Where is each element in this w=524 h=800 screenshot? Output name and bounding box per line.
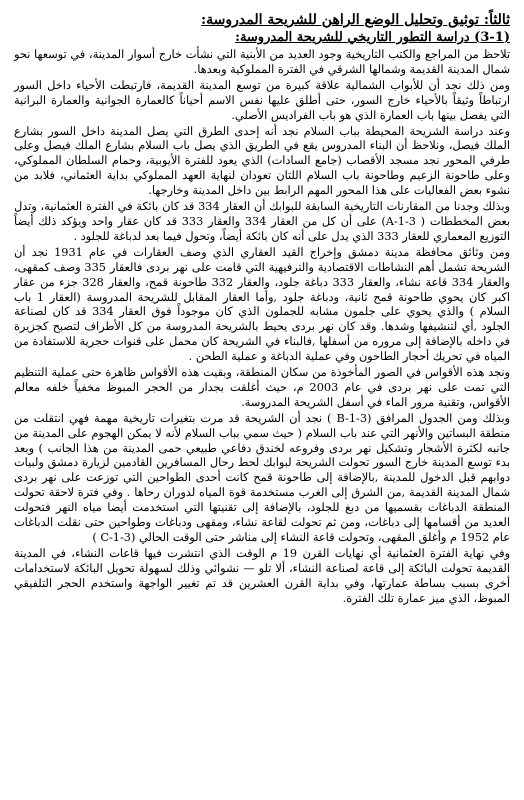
- section-heading: ثالثاً: توثيق وتحليل الوضع الراهن للشريحة المدروسة:: [200, 12, 510, 28]
- paragraph-3: وعند دراسة الشريحة المحيطة بباب السلام نجد أنه إحدى الطرق التي يصل المدينة داخل السور بشارع الملك فيصل، ونلاحظ أن البناء المدروس يقع في الطريق الذي يصل باب السلام بشارع الملك فيصل وعلى طرفي المحور نجد مسجد الأقصاب (جامع السادات) الذي يعود للفترة الأيوبية، وحمام السلطان المملوكي، وعلى طاحونة الزعيم وطاحونة باب السلام اللتان تعودان لنهاية العهد المملوكي بداية العثماني، فلابد من نشوء بعض الفعاليات على هذا المحور المهم الرابط بين داخل المدينة وخارجها.: [14, 124, 510, 198]
- paragraph-7: وبذلك ومن الجدول المرافق (B-1-3 ) نجد أن الشريحة قد مرت بتغيرات تاريخية مهمة فهي انتقلت من منطقة البساتين والأنهر التي عند باب السلام ( حيث سمي بباب السلام لأنه لا يمكن الهجوم على المدينة من جانبه لكثرة الأشجار وتشكيل نهر بردى وفروعه لخندق دفاعي طبيعي حمى المدينة من هذا الجانب ) وبعد بدء توسع المدينة خارج السور تحولت الشريحة لبوابك لحط رحال المسافرين القادمين لزيارة دمشق ولبيات دوابهم قبل الدخول للمدينة ,بالإضافة إلى طاحونة قمح كانت أحدى الطواحين التي توزعت على نهر بردى شمال المدينة القديمة ,من الشرق إلى الغرب مستخدمة قوة المياه لدوران رحاها . وفي فترة لاحقة تحولت المنطقة الدباغات بقسميها من دبغ للجلود، بالإضافة إلى تقنيتها التي استخدمت أيضا مياه النهر فتحولت العديد من أقسامها إلى دباغات، ومن ثم تحولت لقاعة نشاء، ومقهى ودباغات وطواحين حتى نقلت الدباغات عام 1952 م وأغلق المقهى، وتحولت قاعة النشاء إلى مناشر حتى الوقت الحالي (C-1-3 ): [14, 411, 511, 544]
- paragraph-1: تلاحظ من المراجع والكتب التاريخية وجود العديد من الأبنية التي نشأت خارج أسوار المدينة، في توسعها نحو شمال المدينة القديمة وشمالها الشرقي في الفترة المملوكية وبعدها.: [14, 48, 510, 76]
- paragraph-5: ومن وثائق محافظة مدينة دمشق وإخراج القيد العقاري الذي وصف العقارات في عام 1931 نجد أن الشريحة تشمل أهم النشاطات الاقتصادية والترفيهية التي قامت على نهر بردى فالعقار 335 وصف كمقهى، والعقار 334 قاعة نشاء، والعقار 333 دباغة جلود، والعقار 332 طاحونة قمح، والعقار 328 جزء من عقار اكبر كان يحوي طاحونة قمح ثانية، ودباغة جلود ,وأما العقار المقابل للشريحة المدروسة (العقار 1 باب السلام ) والذي يحوي على جلمون مشابه للجملون الذي كان موجوداً فوق العقار 334 قد كان لصناعة الجلود ,أي لتنشيفها وشدها. وقد كان نهر بردى يحيط بالشريحة المدروسة من كل الأطراف لتصبح كجزيرة في داخله بالإضافة إلى مروره من أسفلها ,فالبناء في الشريحة كان محمل على قنوات حجرية للاستفادة من المياه في تحريك أحجار الطاحون وفي عملية الدباغة و عملية الطحن .: [14, 245, 510, 364]
- paragraph-2: ومن ذلك نجد أن للأبواب الشمالية علاقة كبيرة من توسع المدينة القديمة، فارتبطت الأحياء داخل السور ارتباطاً وثيقاً بالأحياء خارج السور، حتى أطلق عليها نفس الاسم أحياناً كالعمارة الجوانية والعمارة البرانية التي يفصل بينها باب العمارة الذي هو باب الفراديس الأصلي.: [14, 78, 510, 122]
- paragraph-6: ونجد هذه الأقواس في الصور المأخوذة من سكان المنطقة، وبقيت هذه الأقواس ظاهرة حتى عملية التنظيم التي تمت على نهر بردى في عام 2003 م، حيث أغلقت بجدار من الحجر المبوظ مخفياً خلفه معالم الأقواس، وتقنية مرور الماء في أسفل الشريحة المدروسة.: [14, 366, 510, 409]
- paragraph-8: وفي نهاية الفترة العثمانية أي نهايات القرن 19 م الوقت الذي انتشرت فيها قاعات النشاء، في المدينة القديمة تحولت البائكة إلى قاعة لصناعة النشاء، ألا تلو — نشوائي وذلك لسهولة تحويل البائكة لاستخدامات أخرى بسبب بساطة عمارتها، وفي بداية القرن العشرين قد تم تغيير الواجهة واستخدم الحجر التلفيقي المبوظ، الذي ميز عمارة تلك الفترة.: [14, 546, 510, 605]
- paragraph-4: وبذلك وجدنا من المقارنات التاريخية السابقة للبوابك أن العقار 334 قد كان بائكة في الفترة العثمانية، وتدل بعض المخططات ( A-1-3) على أن كل من العقار 334 والعقار 333 قد كان عقار واحد ويؤكد ذلك أيضاً التوزيع المعماري للعقار 333 الذي يدل على أنه كان بائكة أيضاً، وتحول فيما بعد لدباغة للجلود .: [14, 200, 511, 243]
- subsection-heading: (3-1) دراسة التطور التاريخي للشريحة المدروسة:: [235, 30, 510, 45]
